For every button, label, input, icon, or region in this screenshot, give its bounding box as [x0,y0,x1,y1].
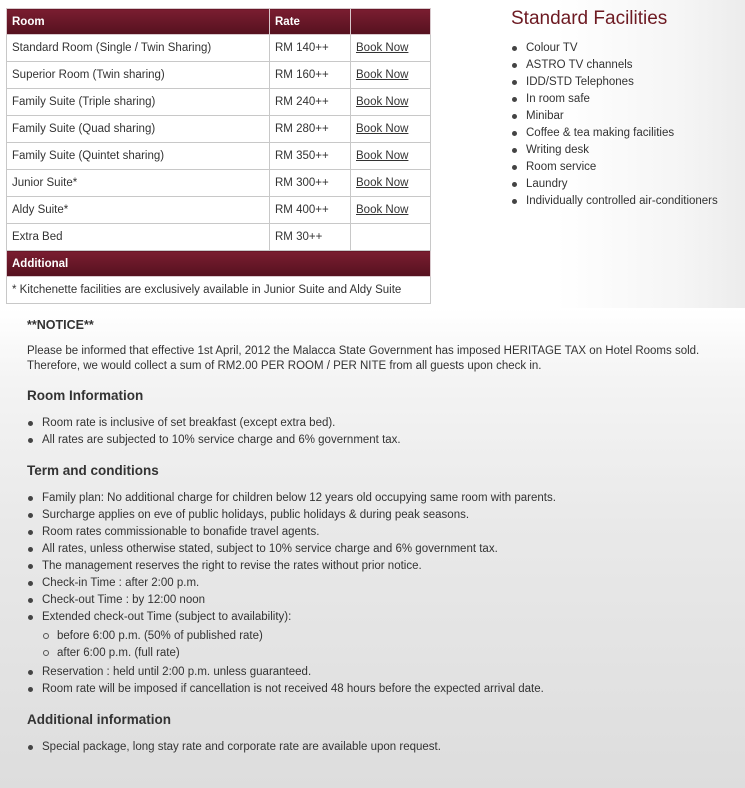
room-name: Family Suite (Quad sharing) [7,116,270,143]
list-item: Check-out Time : by 12:00 noon [27,592,745,609]
book-now-link[interactable]: Book Now [356,123,409,135]
additional-header: Additional [7,251,431,277]
table-row [7,116,431,143]
list-item: Reservation : held until 2:00 p.m. unless guaranteed. [27,664,745,681]
room-rate: RM 280++ [270,116,351,143]
list-item: Room rates commissionable to bonafide travel agents. [27,524,745,541]
book-now-cell [351,35,431,62]
table-row [7,89,431,116]
book-now-link[interactable]: Book Now [356,177,409,189]
notice-text [27,344,745,374]
header-rate: Rate [270,9,351,35]
table-row [7,170,431,197]
list-item: In room safe [510,91,718,108]
notice-line: Therefore, we would collect a sum of RM2.00 PER ROOM / PER NITE from all guests upon check in. [27,360,542,372]
room-info-list [27,415,745,449]
table-row [7,143,431,170]
room-rate: RM 350++ [270,143,351,170]
header-book [351,9,431,35]
table-header-row [7,9,431,35]
book-now-cell [351,89,431,116]
list-item: Room service [510,159,718,176]
list-item: Room rate is inclusive of set breakfast (except extra bed). [27,415,745,432]
terms-list [27,490,745,698]
additional-info-title: Additional information [27,712,171,727]
room-rate: RM 30++ [270,224,351,251]
room-rates-table [6,8,431,304]
book-now-link[interactable]: Book Now [356,204,409,216]
empty-cell [351,224,431,251]
list-item: Colour TV [510,40,718,57]
sub-list-item: before 6:00 p.m. (50% of published rate) [42,628,745,645]
room-rate: RM 140++ [270,35,351,62]
list-item: All rates, unless otherwise stated, subject to 10% service charge and 6% government tax. [27,541,745,558]
book-now-link[interactable]: Book Now [356,150,409,162]
table-row [7,62,431,89]
facilities-list [510,40,718,210]
room-name: Standard Room (Single / Twin Sharing) [7,35,270,62]
book-now-cell [351,170,431,197]
list-item [27,609,745,662]
room-name: Superior Room (Twin sharing) [7,62,270,89]
list-item: Coffee & tea making facilities [510,125,718,142]
list-item: Family plan: No additional charge for children below 12 years old occupying same room with parents. [27,490,745,507]
list-item: Minibar [510,108,718,125]
room-name: Family Suite (Quintet sharing) [7,143,270,170]
additional-note: * Kitchenette facilities are exclusively available in Junior Suite and Aldy Suite [7,277,431,304]
room-name: Family Suite (Triple sharing) [7,89,270,116]
table-row [7,35,431,62]
list-item: Special package, long stay rate and corporate rate are available upon request. [27,739,745,756]
notice-line: Please be informed that effective 1st April, 2012 the Malacca State Government has imposed HERITAGE TAX on Hotel Rooms sold. [27,345,700,357]
info-content [27,318,745,770]
room-name: Aldy Suite* [7,197,270,224]
table-row [7,197,431,224]
list-item: Room rate will be imposed if cancellation is not received 48 hours before the expected arrival date. [27,681,745,698]
sub-list-item: after 6:00 p.m. (full rate) [42,645,745,662]
additional-header-row [7,251,431,277]
notice-title: **NOTICE** [27,318,94,332]
book-now-cell [351,62,431,89]
list-item: Individually controlled air-conditioners [510,193,718,210]
list-item-label: Extended check-out Time (subject to availability): [42,611,292,623]
room-info-title: Room Information [27,388,144,403]
list-item: Check-in Time : after 2:00 p.m. [27,575,745,592]
book-now-link[interactable]: Book Now [356,42,409,54]
room-rate: RM 300++ [270,170,351,197]
terms-title: Term and conditions [27,463,159,478]
room-rate: RM 160++ [270,62,351,89]
list-item: IDD/STD Telephones [510,74,718,91]
list-item: Surcharge applies on eve of public holidays, public holidays & during peak seasons. [27,507,745,524]
extended-checkout-sublist [42,628,745,662]
list-item: Writing desk [510,142,718,159]
header-room: Room [7,9,270,35]
book-now-cell [351,197,431,224]
list-item: The management reserves the right to revise the rates without prior notice. [27,558,745,575]
book-now-cell [351,143,431,170]
book-now-cell [351,116,431,143]
list-item: Laundry [510,176,718,193]
room-rate: RM 240++ [270,89,351,116]
additional-info-list [27,739,745,756]
additional-note-row [7,277,431,304]
room-rate: RM 400++ [270,197,351,224]
book-now-link[interactable]: Book Now [356,69,409,81]
facilities-title: Standard Facilities [511,8,668,29]
room-name: Junior Suite* [7,170,270,197]
list-item: ASTRO TV channels [510,57,718,74]
list-item: All rates are subjected to 10% service charge and 6% government tax. [27,432,745,449]
book-now-link[interactable]: Book Now [356,96,409,108]
room-name: Extra Bed [7,224,270,251]
table-row [7,224,431,251]
